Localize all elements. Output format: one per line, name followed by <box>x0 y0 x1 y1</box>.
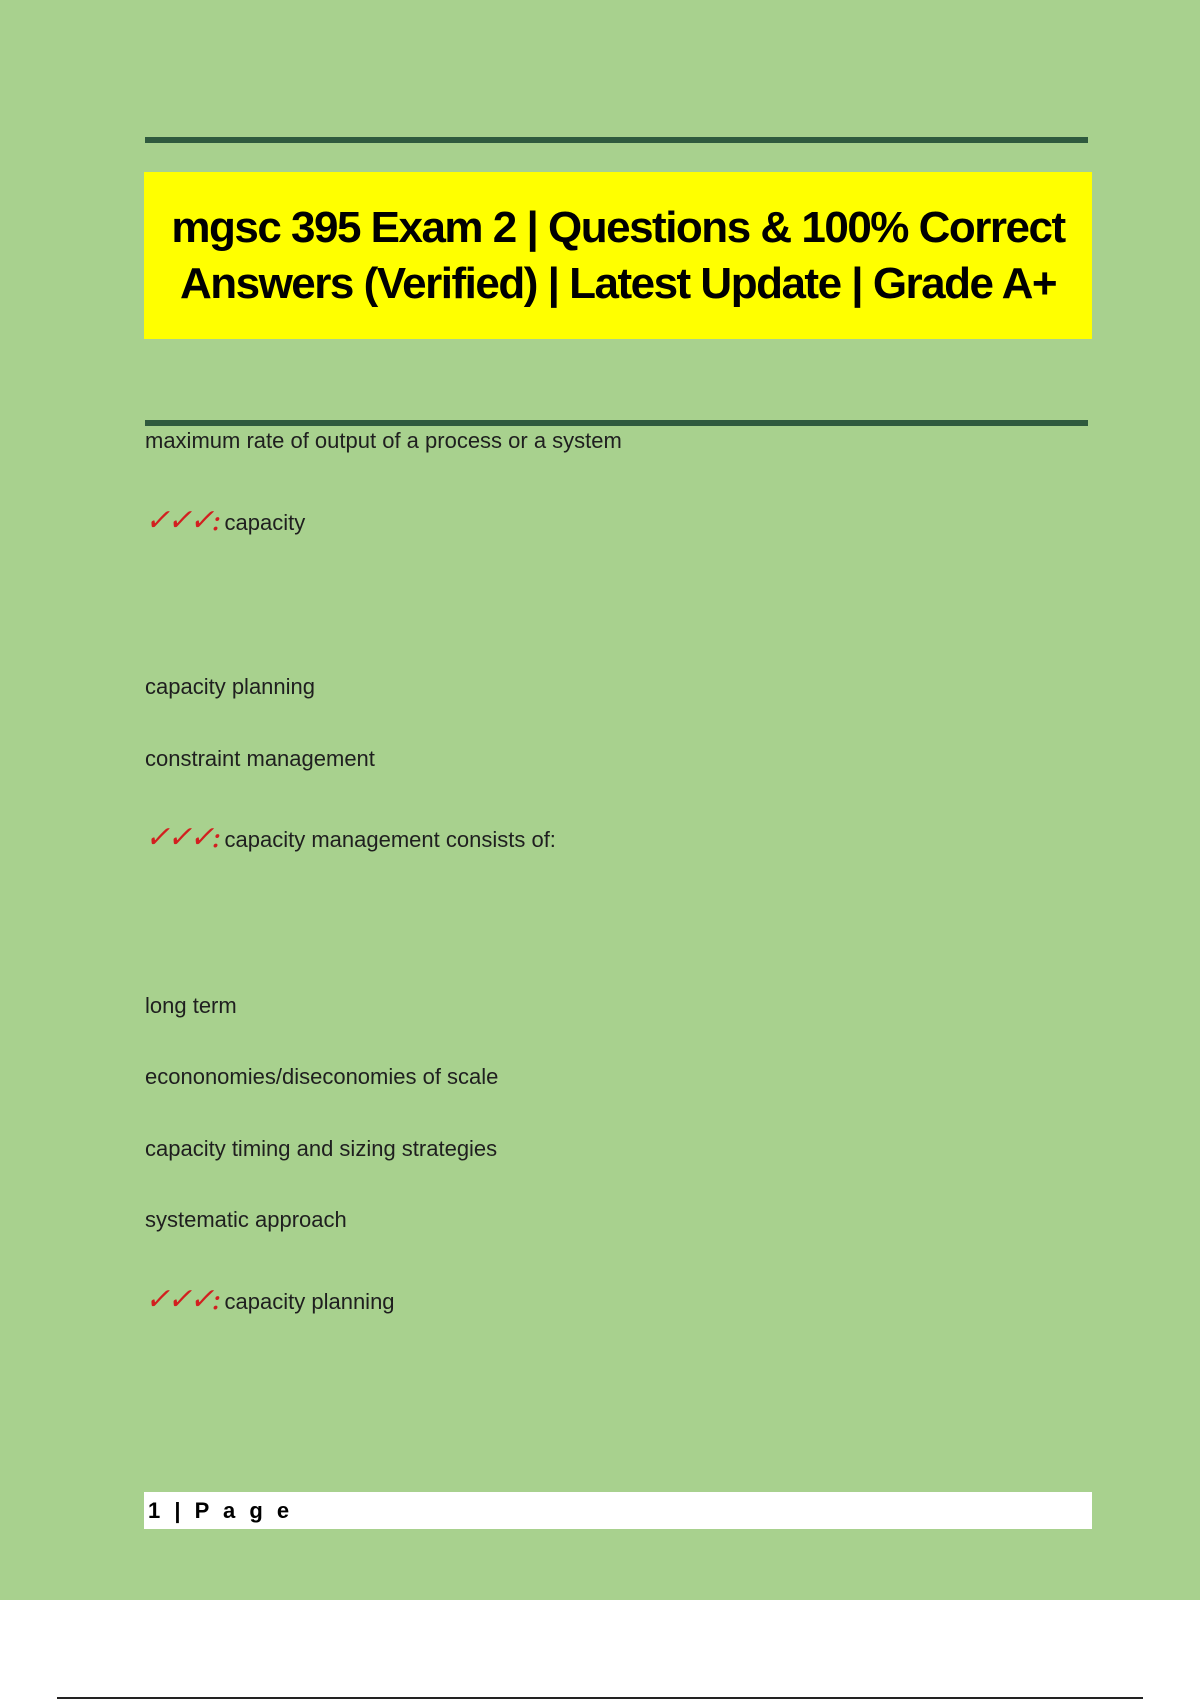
answer-line <box>145 1282 395 1317</box>
question-text <box>145 1207 347 1233</box>
question-text-label: systematic approach <box>145 1207 347 1232</box>
question-text <box>145 1136 497 1162</box>
answer-line <box>145 820 556 855</box>
question-text-label: maximum rate of output of a process or a system <box>145 428 622 453</box>
checkmark-icon: ✓✓✓: <box>145 503 219 538</box>
question-text <box>145 1064 498 1090</box>
checkmark-icon: ✓✓✓: <box>145 820 219 855</box>
question-text-label: long term <box>145 993 237 1018</box>
answer-text: capacity management consists of: <box>224 827 556 852</box>
section-divider <box>145 420 1088 426</box>
question-text <box>145 674 315 700</box>
bottom-divider <box>57 1697 1143 1699</box>
question-text-label: capacity timing and sizing strategies <box>145 1136 498 1161</box>
question-text-label: constraint management <box>145 746 375 771</box>
answer-text: capacity <box>224 510 306 535</box>
answer-text: capacity planning <box>224 1289 395 1314</box>
title-highlight <box>144 172 1092 339</box>
question-text <box>145 746 375 772</box>
question-text <box>145 428 622 454</box>
page-footer <box>144 1492 1092 1529</box>
answer-line <box>145 503 305 538</box>
question-text-label: capacity planning <box>145 674 316 699</box>
top-divider <box>145 137 1088 143</box>
document-title: mgsc 395 Exam 2 | Questions & 100% Correct Answers (Verified) | Latest Update | Grade A+ <box>171 202 1065 308</box>
question-text-label: econonomies/diseconomies of scale <box>145 1064 499 1089</box>
checkmark-icon: ✓✓✓: <box>145 1282 219 1317</box>
question-text <box>145 993 237 1019</box>
page-number: 1 | P a g e <box>148 1497 294 1523</box>
